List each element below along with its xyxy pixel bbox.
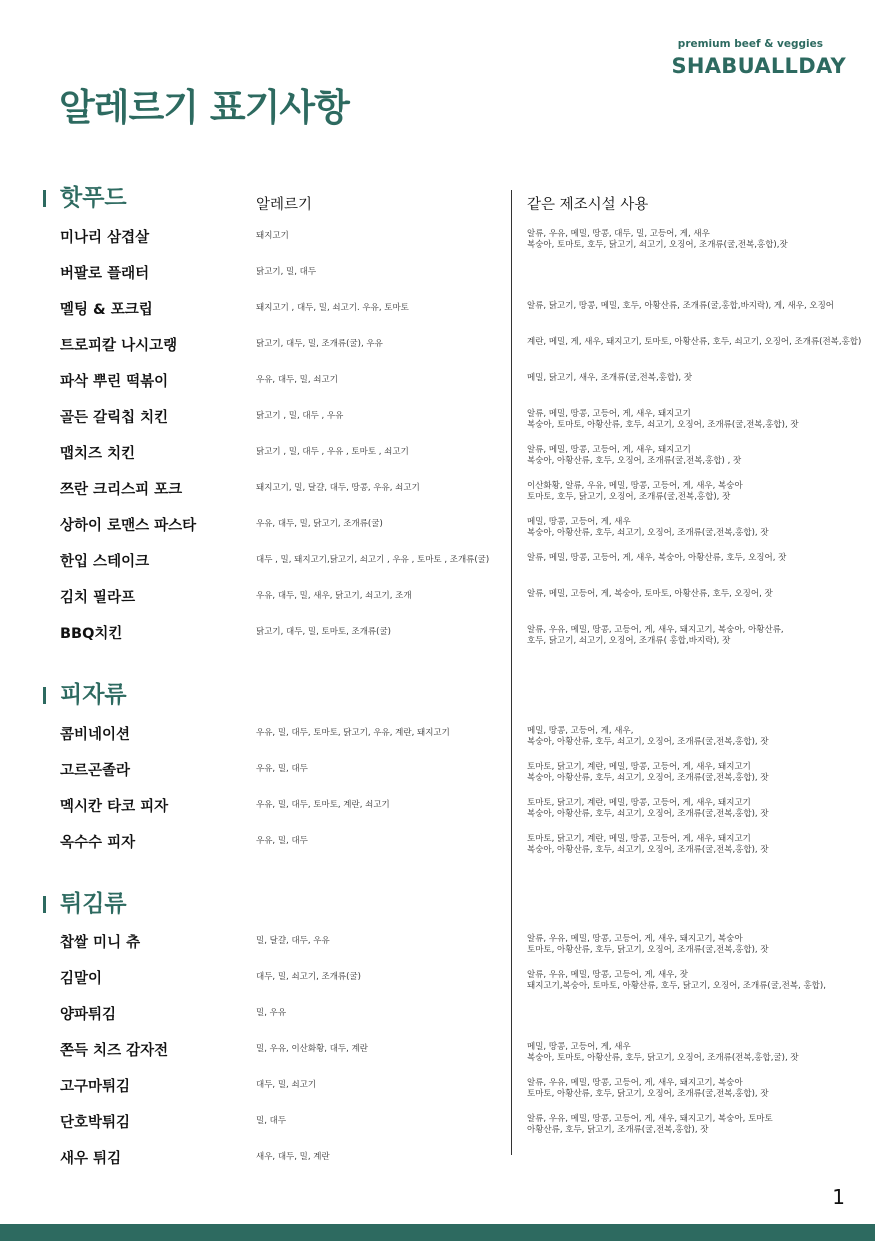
allergen-list: 우유, 밀, 대두 [256, 836, 308, 846]
shared-facility-list: 알류, 우유, 메밀, 땅콩, 고등어, 게, 새우, 돼지고기, 복숭아, 토마토 아황산류, 호두, 닭고기, 조개류(굴,전복,홍합), 잣 [527, 1114, 773, 1135]
shared-facility-list: 알류, 우유, 메밀, 땅콩, 고등어, 게, 새우, 잣 돼지고기,복숭아, 토마토, 아황산류, 호두, 닭고기, 오징어, 조개류(굴,전복, 홍합), [527, 970, 826, 991]
shared-facility-list: 메밀, 땅콩, 고등어, 게, 새우, 복숭아, 아황산류, 호두, 쇠고기, 오징어, 조개류(굴,전복,홍합), 잣 [527, 726, 769, 747]
shared-facility-list: 토마토, 닭고기, 계란, 메밀, 땅콩, 고등어, 게, 새우, 돼지고기 복숭아, 아황산류, 호두, 쇠고기, 오징어, 조개류(굴,전복,홍합), 잣 [527, 798, 769, 819]
menu-item-name: 고르곤졸라 [60, 763, 131, 779]
menu-item-name: 미나리 삼겹살 [60, 230, 150, 246]
shared-facility-list: 알류, 닭고기, 땅콩, 메밀, 호두, 아황산류, 조개류(굴,홍합,바지락), 게, 새우, 오징어 [527, 301, 835, 311]
brand-tagline: premium beef & veggies [677, 38, 823, 50]
menu-item-name: 트로피칼 나시고랭 [60, 338, 178, 354]
allergen-list: 밀, 우유, 이산화황, 대두, 계란 [256, 1044, 368, 1054]
shared-facility-list: 이산화황, 알류, 우유, 메밀, 땅콩, 고등어, 게, 새우, 복숭아 토마토, 호두, 닭고기, 오징어, 조개류(굴,전복,홍합), 잣 [527, 481, 743, 502]
menu-item-name: 김말이 [60, 971, 103, 987]
shared-facility-list: 알류, 우유, 메밀, 땅콩, 고등어, 게, 새우, 돼지고기, 복숭아 토마토, 아황산류, 호두, 닭고기, 오징어, 조개류(굴,전복,홍합), 잣 [527, 934, 769, 955]
menu-item-name: 맵치즈 치킨 [60, 446, 136, 462]
shared-facility-list: 메밀, 닭고기, 새우, 조개류(굴,전복,홍합), 잣 [527, 373, 693, 383]
menu-item-name: 단호박튀김 [60, 1115, 131, 1131]
shared-facility-list: 알류, 우유, 메밀, 땅콩, 대두, 밀, 고등어, 게, 새우 복숭아, 토마토, 호두, 닭고기, 쇠고기, 오징어, 조개류(굴,전복,홍합),잣 [527, 229, 788, 250]
allergen-list: 돼지고기 [256, 231, 289, 241]
shared-facility-list: 계란, 메밀, 게, 새우, 돼지고기, 토마토, 아황산류, 호두, 쇠고기, 오징어, 조개류(전복,홍합) [527, 337, 862, 347]
allergen-list: 대두, 밀, 쇠고기, 조개류(굴) [256, 972, 361, 982]
section-marker [43, 687, 46, 704]
allergen-list: 닭고기, 대두, 밀, 조개류(굴), 우유 [256, 339, 383, 349]
shared-facility-list: 알류, 우유, 메밀, 땅콩, 고등어, 게, 새우, 돼지고기, 복숭아 토마토, 아황산류, 호두, 닭고기, 오징어, 조개류(굴,전복,홍합), 잣 [527, 1078, 769, 1099]
allergen-list: 우유, 밀, 대두, 토마토, 닭고기, 우유, 계란, 돼지고기 [256, 728, 450, 738]
allergen-list: 대두, 밀, 쇠고기 [256, 1080, 317, 1090]
menu-item-name: 멕시칸 타코 피자 [60, 799, 169, 815]
page-number: 1 [832, 1185, 845, 1209]
allergen-list: 우유, 밀, 대두, 토마토, 계란, 쇠고기 [256, 800, 390, 810]
menu-item-name: 옥수수 피자 [60, 835, 136, 851]
menu-item-name: 김치 필라프 [60, 590, 136, 606]
section-title: 튀김류 [60, 891, 127, 917]
footer-bar [0, 1224, 875, 1241]
allergen-list: 닭고기 , 밀, 대두 , 우유 , 토마토 , 쇠고기 [256, 447, 409, 457]
brand-wordmark: SHABUALLDAY [671, 54, 846, 78]
shared-facility-list: 토마토, 닭고기, 계란, 메밀, 땅콩, 고등어, 게, 새우, 돼지고기 복숭아, 아황산류, 호두, 쇠고기, 오징어, 조개류(굴,전복,홍합), 잣 [527, 762, 769, 783]
shared-facility-list: 알류, 메밀, 땅콩, 고등어, 게, 새우, 돼지고기 복숭아, 아황산류, 호두, 오징어, 조개류(굴,전복,홍합) , 잣 [527, 445, 742, 466]
menu-item-name: 쯔란 크리스피 포크 [60, 482, 183, 498]
column-header-allergen: 알레르기 [256, 197, 313, 213]
allergen-list: 우유, 밀, 대두 [256, 764, 308, 774]
menu-item-name: 새우 튀김 [60, 1151, 122, 1167]
shared-facility-list: 알류, 메밀, 고등어, 게, 복숭아, 토마토, 아황산류, 호두, 오징어, 잣 [527, 589, 773, 599]
section-marker [43, 190, 46, 207]
allergen-list: 닭고기, 대두, 밀, 토마토, 조개류(굴) [256, 627, 391, 637]
menu-item-name: 고구마튀김 [60, 1079, 131, 1095]
allergen-list: 새우, 대두, 밀, 계란 [256, 1152, 330, 1162]
menu-item-name: 쫀득 치즈 감자전 [60, 1043, 169, 1059]
allergen-list: 돼지고기, 밀, 달걀, 대두, 땅콩, 우유, 쇠고기 [256, 483, 420, 493]
allergen-list: 우유, 대두, 밀, 닭고기, 조개류(굴) [256, 519, 383, 529]
menu-item-name: 상하이 로맨스 파스타 [60, 518, 197, 534]
allergen-list: 닭고기, 밀, 대두 [256, 267, 317, 277]
section-title: 피자류 [60, 682, 127, 708]
allergen-list: 닭고기 , 밀, 대두 , 우유 [256, 411, 344, 421]
allergen-list: 우유, 대두, 밀, 쇠고기 [256, 375, 338, 385]
menu-item-name: 멜팅 & 포크립 [60, 302, 153, 318]
allergen-list: 밀, 달걀, 대두, 우유 [256, 936, 330, 946]
column-divider [511, 190, 512, 1155]
menu-item-name: 파삭 뿌린 떡볶이 [60, 374, 169, 390]
page-title: 알레르기 표기사항 [59, 86, 349, 129]
brand-logo [671, 38, 846, 78]
menu-item-name: 버팔로 플래터 [60, 266, 150, 282]
shared-facility-list: 메밀, 땅콩, 고등어, 게, 새우 복숭아, 토마토, 아황산류, 호두, 닭고기, 오징어, 조개류(전복,홍합,굴), 잣 [527, 1042, 799, 1063]
column-header-shared-facility: 같은 제조시설 사용 [527, 197, 649, 213]
allergen-list: 대두 , 밀, 돼지고기,닭고기, 쇠고기 , 우유 , 토마토 , 조개류(굴) [256, 555, 490, 565]
menu-item-name: 콤비네이션 [60, 727, 131, 743]
menu-item-name: 골든 갈릭칩 치킨 [60, 410, 169, 426]
allergen-list: 밀, 대두 [256, 1116, 287, 1126]
menu-item-name: 양파튀김 [60, 1007, 117, 1023]
allergen-list: 우유, 대두, 밀, 새우, 닭고기, 쇠고기, 조개 [256, 591, 412, 601]
shared-facility-list: 알류, 우유, 메밀, 땅콩, 고등어, 게, 새우, 돼지고기, 복숭아, 아황산류, 호두, 닭고기, 쇠고기, 오징어, 조개류( 홍합,바지락), 잣 [527, 625, 784, 646]
shared-facility-list: 토마토, 닭고기, 계란, 메밀, 땅콩, 고등어, 게, 새우, 돼지고기 복숭아, 아황산류, 호두, 쇠고기, 오징어, 조개류(굴,전복,홍합), 잣 [527, 834, 769, 855]
allergen-list: 밀, 우유 [256, 1008, 287, 1018]
menu-item-name: BBQ치킨 [60, 626, 123, 642]
shared-facility-list: 알류, 메밀, 땅콩, 고등어, 게, 새우, 복숭아, 아황산류, 호두, 오징어, 잣 [527, 553, 787, 563]
section-marker [43, 896, 46, 913]
menu-item-name: 한입 스테이크 [60, 554, 150, 570]
section-title: 핫푸드 [60, 185, 127, 211]
shared-facility-list: 메밀, 땅콩, 고등어, 게, 새우 복숭아, 아황산류, 호두, 쇠고기, 오징어, 조개류(굴,전복,홍합), 잣 [527, 517, 769, 538]
shared-facility-list: 알류, 메밀, 땅콩, 고등어, 게, 새우, 돼지고기 복숭아, 토마토, 아황산류, 호두, 쇠고기, 오징어, 조개류(굴,전복,홍합), 잣 [527, 409, 799, 430]
menu-item-name: 찹쌀 미니 츄 [60, 935, 141, 951]
allergen-list: 돼지고기 , 대두, 밀, 쇠고기. 우유, 토마토 [256, 303, 409, 313]
